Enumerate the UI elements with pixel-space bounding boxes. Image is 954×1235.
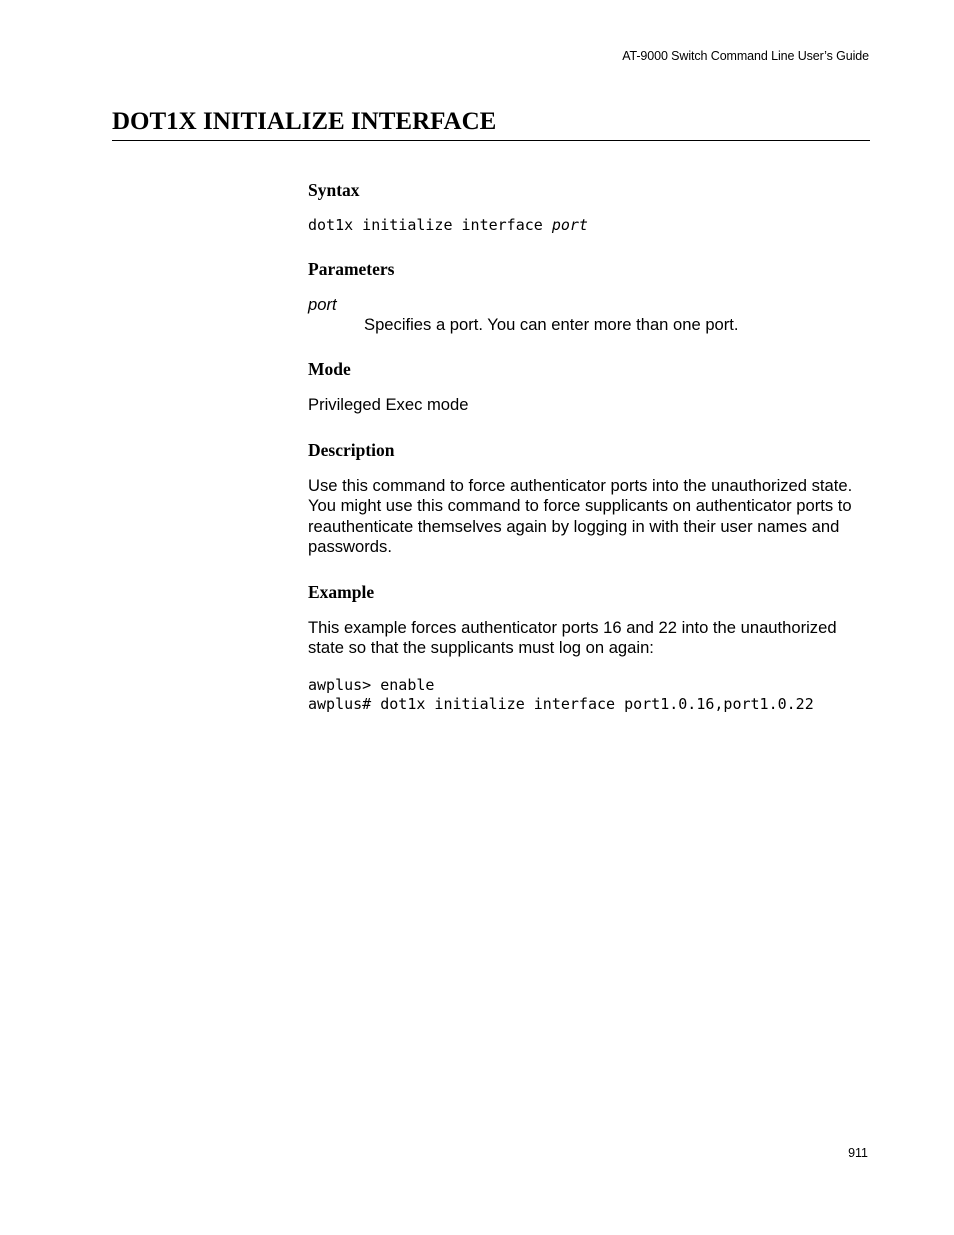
mode-heading: Mode bbox=[308, 359, 351, 379]
example-code-line: awplus> enable bbox=[308, 675, 435, 694]
running-header: AT-9000 Switch Command Line User’s Guide bbox=[622, 49, 869, 63]
parameter-description: Specifies a port. You can enter more than one port. bbox=[364, 315, 739, 334]
parameter-name: port bbox=[308, 295, 337, 314]
syntax-argument: port bbox=[551, 216, 588, 234]
example-paragraph bbox=[308, 618, 873, 659]
description-paragraph bbox=[308, 476, 873, 558]
description-line: reauthenticate themselves again by logging in with their user names and bbox=[308, 516, 840, 536]
page-title: DOT1X INITIALIZE INTERFACE bbox=[112, 106, 870, 141]
page-number: 911 bbox=[848, 1146, 868, 1160]
example-code-block bbox=[308, 676, 873, 714]
syntax-heading: Syntax bbox=[308, 180, 360, 200]
description-line: passwords. bbox=[308, 537, 392, 556]
syntax-command-text: dot1x initialize interface bbox=[308, 216, 552, 234]
content-column bbox=[308, 178, 873, 714]
example-line: This example forces authenticator ports 16 and 22 into the unauthorized bbox=[308, 617, 837, 637]
parameters-heading: Parameters bbox=[308, 259, 395, 279]
description-heading: Description bbox=[308, 439, 395, 460]
syntax-command bbox=[308, 216, 873, 235]
example-heading: Example bbox=[308, 581, 375, 602]
description-line: You might use this command to force supplicants on authenticator ports to bbox=[308, 496, 852, 515]
description-line: Use this command to force authenticator ports into the unauthorized state. bbox=[308, 475, 853, 495]
example-code-line: awplus# dot1x initialize interface port1.0.16,port1.0.22 bbox=[308, 694, 814, 713]
example-line: state so that the supplicants must log on again: bbox=[308, 638, 654, 657]
mode-text: Privileged Exec mode bbox=[308, 395, 469, 414]
